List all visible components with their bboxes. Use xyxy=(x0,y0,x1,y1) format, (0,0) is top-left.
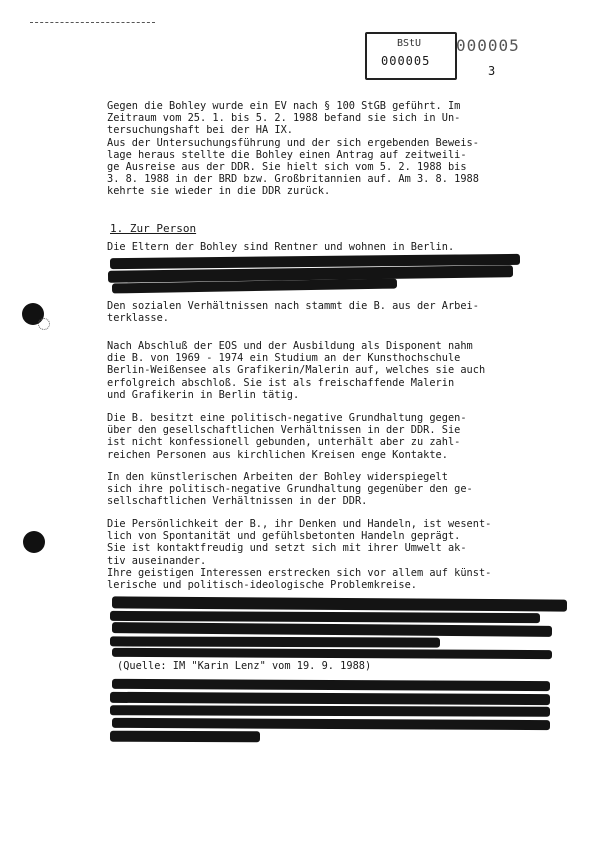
paragraph-education: Nach Abschluß der EOS und der Ausbildung als Disponent nahm die B. von 1969 - 1974 ein Studium an der Kunsthochschule Berlin-Weißensee als Grafikerin/Malerin auf, welches sie auch erfolgreich abschloß. Sie ist als freischaffende Malerin und Grafikerin in Berlin tätig. xyxy=(107,340,486,401)
redaction-bar xyxy=(110,692,550,705)
redaction-bar xyxy=(110,731,260,743)
redaction-bar xyxy=(112,596,567,611)
stamp-label: BStU xyxy=(397,38,422,49)
archive-stamp xyxy=(365,32,457,80)
paragraph-social: Den sozialen Verhältnissen nach stammt die B. aus der Arbei- terklasse. xyxy=(107,300,479,325)
paragraph-art: In den künstlerischen Arbeiten der Bohley widerspiegelt sich ihre politisch-negative Grundhaltung gegenüber den ge- sellschaftlichen Verhältnissen in der DDR. xyxy=(107,471,473,508)
top-divider xyxy=(30,22,155,24)
paragraph-personality: Die Persönlichkeit der B., ihr Denken und Handeln, ist wesent- lich von Spontanität und gefühlsbetonten Handeln geprägt. Sie ist kontaktfreudig und setzt sich mit ihrer Umwelt ak- tiv auseinander. Ihre geistigen Interessen erstrecken sich vor allem auf künst- lerische und politisch-ideologische Problemkreise. xyxy=(107,518,492,592)
paragraph-attitude: Die B. besitzt eine politisch-negative Grundhaltung gegen- über den gesellschaftlichen Verhältnissen in der DDR. Sie ist nicht konfessionell gebunden, unterhält aber zu zahl- reichen Personen aus kirchlichen Kreisen enge Kontakte. xyxy=(107,412,467,461)
redaction-bar xyxy=(112,622,552,637)
page-number: 3 xyxy=(488,64,496,78)
redaction-bar xyxy=(112,679,550,691)
paragraph-investigation: Gegen die Bohley wurde ein EV nach § 100 StGB geführt. Im Zeitraum vom 25. 1. bis 5. 2. 1988 befand sie sich in Un- tersuchungshaft bei der HA IX. Aus der Untersuchungsführung und der sich ergebenden Beweis- lage heraus stellte die Bohley einen Antrag auf zeitweili- ge Ausreise aus der DDR. Sie hielt sich vom 5. 2. 1988 bis 3. 8. 1988 in der BRD bzw. Großbritannien auf. Am 3. 8. 1988 kehrte sie wieder in die DDR zurück. xyxy=(107,100,479,198)
punch-hole xyxy=(23,531,45,553)
punch-hole-mark xyxy=(38,318,50,330)
redaction-bar xyxy=(112,718,550,730)
redaction-bar xyxy=(110,636,440,647)
stamp-number: 000005 xyxy=(381,54,431,68)
redaction-bar xyxy=(110,611,540,623)
paragraph-parents: Die Eltern der Bohley sind Rentner und wohnen in Berlin. xyxy=(107,241,455,253)
redaction-bar xyxy=(110,705,550,717)
section-heading: 1. Zur Person xyxy=(110,222,197,235)
redaction-bar xyxy=(112,648,552,659)
stamp-overlay-number: 000005 xyxy=(456,36,520,55)
source-citation: (Quelle: IM "Karin Lenz" vom 19. 9. 1988) xyxy=(117,660,372,672)
